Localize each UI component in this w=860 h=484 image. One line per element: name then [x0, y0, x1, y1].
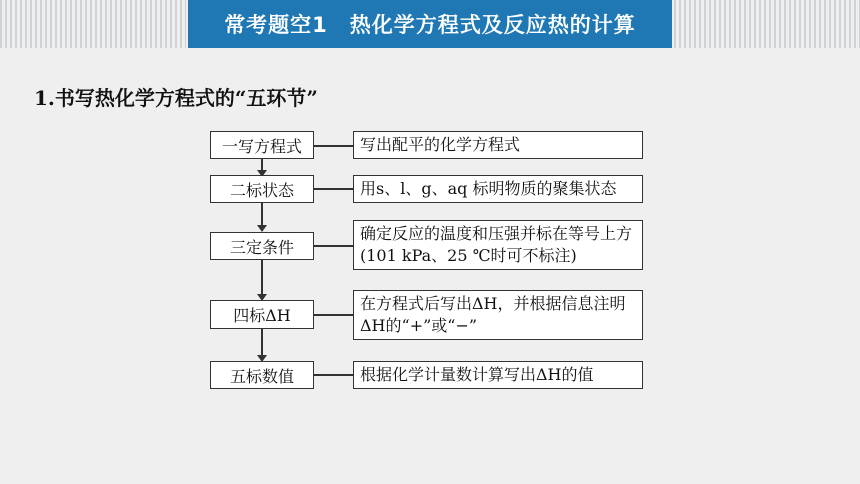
step-1-desc-box [353, 131, 643, 159]
step-5-label: 五标数值 [229, 366, 294, 386]
connector-2-3 [261, 203, 263, 227]
step-2-desc-box [353, 175, 643, 203]
step-4-desc-box [353, 290, 643, 340]
step-1-desc: 写出配平的化学方程式 [360, 135, 521, 154]
link-3 [314, 245, 353, 247]
header-stripes-right [674, 0, 860, 48]
step-3-desc: 确定反应的温度和压强并标在等号上方(101 kPa、25 ℃时可不标注) [360, 224, 633, 265]
arrow-2-3 [257, 225, 267, 232]
step-4-box [210, 300, 314, 329]
step-1-label: 一写方程式 [221, 136, 302, 156]
step-2-label: 二标状态 [229, 180, 294, 200]
step-5-box [210, 361, 314, 389]
link-4 [314, 314, 353, 316]
step-5-desc: 根据化学计量数计算写出ΔH的值 [360, 365, 594, 384]
step-3-box [210, 232, 314, 260]
header-title: 常考题空1 热化学方程式及反应热的计算 [188, 0, 672, 48]
step-1-box [210, 131, 314, 159]
header-stripes-left [0, 0, 186, 48]
step-2-desc: 用s、l、g、aq 标明物质的聚集状态 [360, 179, 617, 198]
step-5-desc-box [353, 361, 643, 389]
step-3-label: 三定条件 [229, 237, 294, 257]
step-4-desc: 在方程式后写出ΔH，并根据信息注明ΔH的“+”或“−” [360, 294, 626, 335]
link-2 [314, 188, 353, 190]
connector-4-5 [261, 329, 263, 357]
connector-3-4 [261, 260, 263, 296]
section-title: 1.书写热化学方程式的“五环节” [34, 86, 318, 110]
step-4-label: 四标ΔH [233, 306, 291, 325]
link-1 [314, 145, 353, 147]
step-3-desc-box [353, 220, 643, 270]
step-2-box [210, 175, 314, 203]
link-5 [314, 374, 353, 376]
